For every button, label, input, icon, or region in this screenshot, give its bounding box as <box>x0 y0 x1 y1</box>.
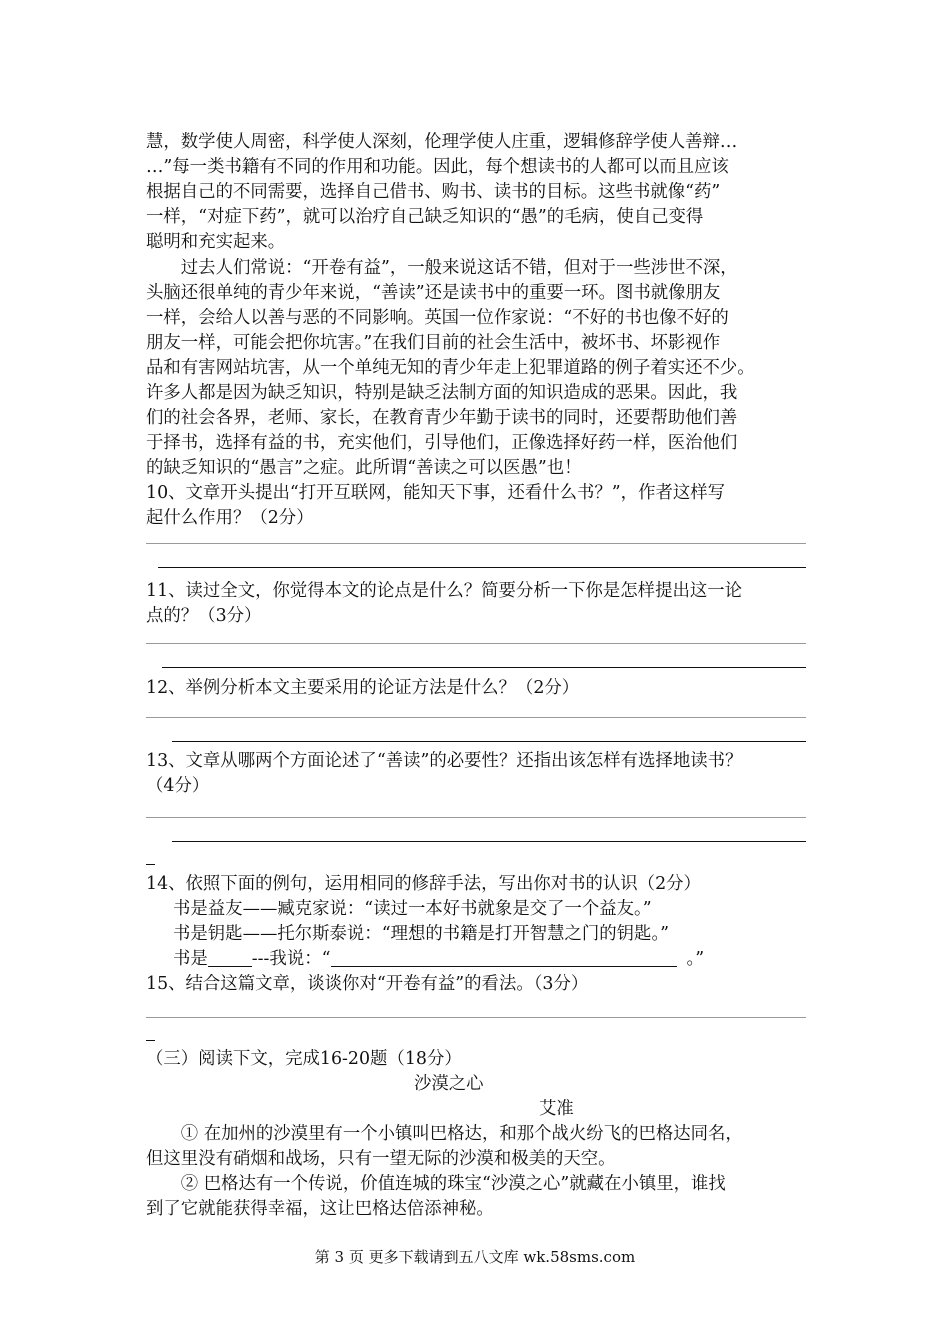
question-11-cont: 点的？（3分） <box>146 606 262 626</box>
question-15: 15、结合这篇文章，谈谈你对“开卷有益”的看法。（3分） <box>146 974 589 994</box>
passage-line: 根据自己的不同需要，选择自己借书、购书、读书的目标。这些书就像“药” <box>146 182 721 202</box>
passage-line: 一样，“对症下药”，就可以治疗自己缺乏知识的“愚”的毛病，使自己变得 <box>146 207 704 227</box>
passage-line: 许多人都是因为缺乏知识，特别是缺乏法制方面的知识造成的恶果。因此，我 <box>146 383 738 403</box>
question-10-cont: 起什么作用？（2分） <box>146 508 314 528</box>
article-author: 艾准 <box>539 1099 574 1119</box>
answer-line[interactable] <box>146 717 806 718</box>
section-heading: （三）阅读下文，完成16-20题（18分） <box>146 1049 462 1069</box>
answer-line-stub <box>146 864 155 865</box>
passage-line: 们的社会各界，老师、家长，在教育青少年勤于读书的同时，还要帮助他们善 <box>146 408 738 428</box>
passage-line: 聪明和充实起来。 <box>146 232 286 252</box>
q14-fill-in <box>173 947 704 971</box>
passage-line: 朋友一样，可能会把你坑害。”在我们目前的社会生活中，被坏书、坏影视作 <box>146 333 721 353</box>
answer-line-stub <box>146 1040 155 1041</box>
answer-line[interactable] <box>146 817 806 818</box>
passage-line: 于择书，选择有益的书，充实他们，引导他们，正像选择好药一样，医治他们 <box>146 433 738 453</box>
q14-blank-1[interactable] <box>208 950 252 967</box>
answer-line[interactable] <box>146 643 806 644</box>
q14-fill-prefix: 书是 <box>173 949 208 969</box>
passage-line: …”每一类书籍有不同的作用和功能。因此，每个想读书的人都可以而且应该 <box>146 157 729 177</box>
answer-line[interactable] <box>146 543 806 544</box>
question-12: 12、举例分析本文主要采用的论证方法是什么？（2分） <box>146 678 580 698</box>
passage-line: 一样，会给人以善与恶的不同影响。英国一位作家说：“不好的书也像不好的 <box>146 308 729 328</box>
answer-line[interactable] <box>172 841 806 842</box>
article-title: 沙漠之心 <box>414 1074 484 1094</box>
q14-example-1: 书是益友——臧克家说：“读过一本好书就象是交了一个益友。” <box>173 899 652 919</box>
page-footer: 第 3 页 更多下载请到五八文库 wk.58sms.com <box>314 1248 636 1266</box>
article-paragraph: ① 在加州的沙漠里有一个小镇叫巴格达，和那个战火纷飞的巴格达同名， <box>146 1124 743 1144</box>
article-paragraph: ② 巴格达有一个传说，价值连城的珠宝“沙漠之心”就藏在小镇里，谁找 <box>146 1174 726 1194</box>
question-13-cont: （4分） <box>146 776 210 796</box>
answer-line[interactable] <box>172 741 806 742</box>
question-11: 11、读过全文，你觉得本文的论点是什么？简要分析一下你是怎样提出这一论 <box>146 581 743 601</box>
passage-line: 的缺乏知识的“愚言”之症。此所谓“善读之可以医愚”也！ <box>146 458 582 478</box>
q14-example-2: 书是钥匙——托尔斯泰说：“理想的书籍是打开智慧之门的钥匙。” <box>173 924 670 944</box>
passage-line: 品和有害网站坑害，从一个单纯无知的青少年走上犯罪道路的例子着实还不少。 <box>146 358 755 378</box>
q14-fill-middle: ---我说：“ <box>251 949 331 969</box>
article-paragraph: 但这里没有硝烟和战场，只有一望无际的沙漠和极美的天空。 <box>146 1149 616 1169</box>
answer-line[interactable] <box>158 567 806 568</box>
passage-line: 过去人们常说：“开卷有益”，一般来说这话不错，但对于一些涉世不深， <box>146 258 738 278</box>
answer-line[interactable] <box>146 1017 806 1018</box>
question-14: 14、依照下面的例句，运用相同的修辞手法，写出你对书的认识（2分） <box>146 874 701 894</box>
passage-line: 慧，数学使人周密，科学使人深刻，伦理学使人庄重，逻辑修辞学使人善辩… <box>146 132 738 152</box>
question-10: 10、文章开头提出“打开互联网，能知天下事，还看什么书？”，作者这样写 <box>146 483 726 503</box>
passage-line: 头脑还很单纯的青少年来说，“善读”还是读书中的重要一环。图书就像朋友 <box>146 283 721 303</box>
article-paragraph: 到了它就能获得幸福，这让巴格达倍添神秘。 <box>146 1199 494 1219</box>
answer-line[interactable] <box>162 667 806 668</box>
question-13: 13、文章从哪两个方面论述了“善读”的必要性？还指出该怎样有选择地读书？ <box>146 751 743 771</box>
q14-blank-2[interactable] <box>331 950 677 967</box>
q14-fill-suffix: 。” <box>686 949 705 969</box>
